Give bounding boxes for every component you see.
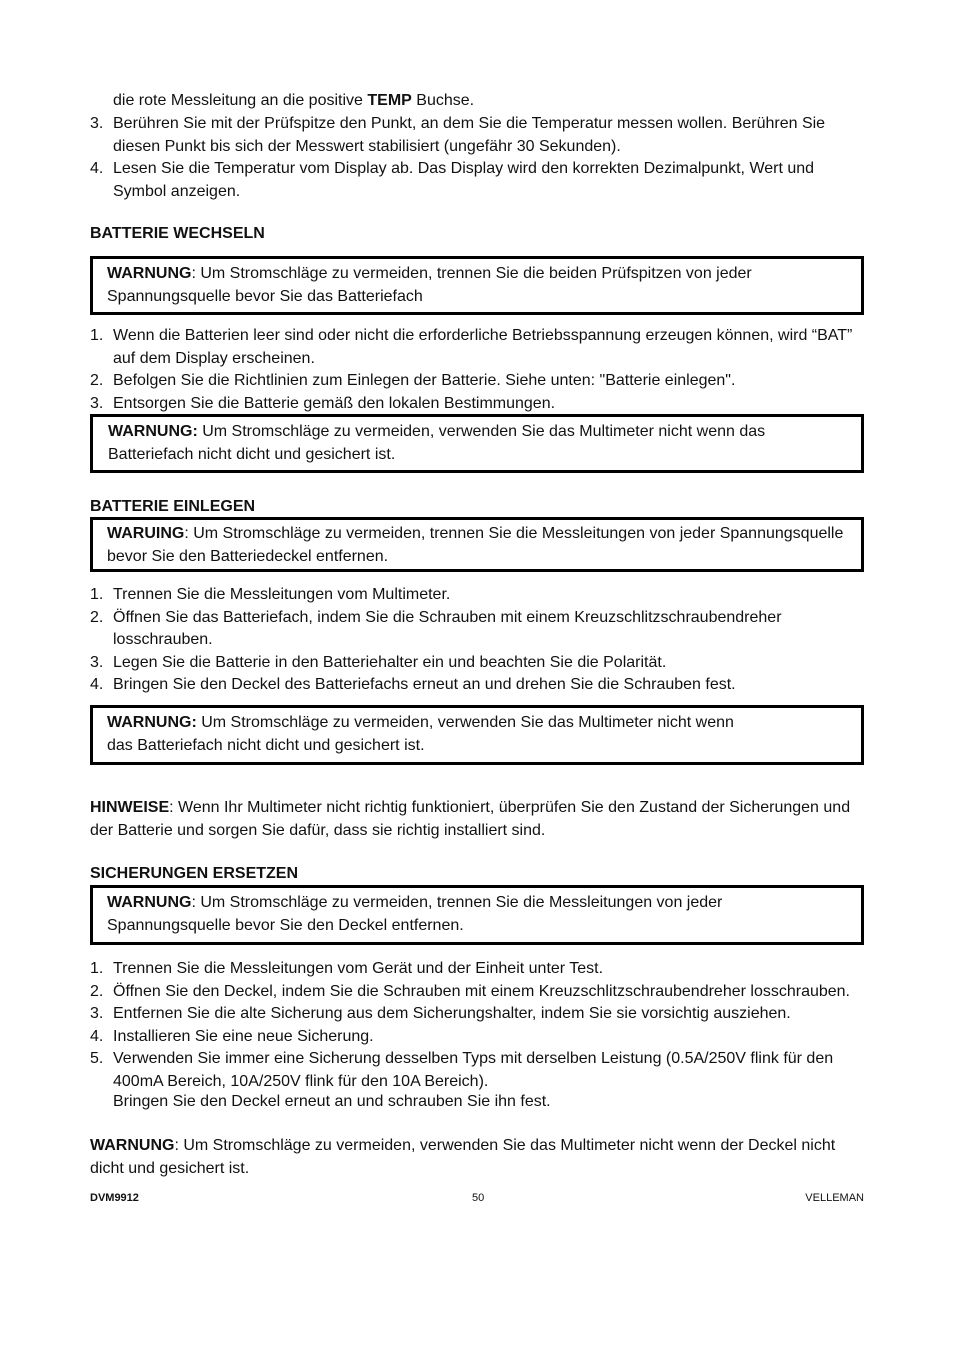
item-text: Installieren Sie eine neue Sicherung. — [113, 1027, 374, 1045]
item-text: Öffnen Sie den Deckel, indem Sie die Schrauben mit einem Kreuzschlitzschraubendreher losschrauben. — [113, 982, 850, 1000]
intro-text-pre: die rote Messleitung an die positive — [113, 92, 368, 109]
item-number: 1. — [90, 327, 104, 344]
warning-box — [90, 517, 864, 572]
battery-insert-steps — [90, 584, 864, 697]
warning-box — [90, 414, 864, 473]
item-number: 4. — [90, 1027, 104, 1045]
warning-text: : Um Stromschläge zu vermeiden, trennen Sie die Messleitungen von jeder Spannungsquelle bevor Sie den Deckel entfernen. — [107, 894, 723, 934]
item-number: 3. — [90, 115, 104, 132]
note-text: : Wenn Ihr Multimeter nicht richtig funktioniert, überprüfen Sie den Zustand der Sicherungen und der Batterie und sorgen Sie dafür, dass sie richtig installiert sind. — [90, 799, 851, 839]
warning-text: : Um Stromschläge zu vermeiden, trennen Sie die Messleitungen von jeder Spannungsquelle bevor Sie den Batteriedeckel entfernen. — [107, 525, 844, 565]
warning-label: WARNUNG — [90, 1137, 175, 1154]
warning-box — [90, 885, 864, 945]
list-item — [90, 158, 864, 203]
list-item — [90, 1026, 864, 1049]
section-heading-sicherungen-ersetzen: SICHERUNGEN ERSETZEN — [90, 865, 299, 882]
warning-label: WARNUNG: — [107, 714, 197, 731]
item-number: 2. — [90, 608, 104, 626]
fuse-replace-steps — [90, 958, 864, 1093]
item-number: 4. — [90, 160, 104, 177]
list-item — [90, 393, 864, 416]
item-text: Trennen Sie die Messleitungen vom Gerät und der Einheit unter Test. — [113, 960, 604, 977]
note-label: HINWEISE — [90, 799, 170, 816]
warning-label: WARNUNG — [107, 265, 192, 282]
item-number: 3. — [90, 1005, 104, 1022]
warning-text: Um Stromschläge zu vermeiden, verwenden Sie das Multimeter nicht wenn das Batteriefach nicht dicht und gesichert ist. — [107, 714, 734, 754]
item-text: Trennen Sie die Messleitungen vom Multimeter. — [113, 586, 451, 603]
item-number: 3. — [90, 653, 104, 671]
footer-brand: VELLEMAN — [805, 1192, 864, 1204]
item-text: Verwenden Sie immer eine Sicherung desselben Typs mit derselben Leistung (0.5A/250V flink für den 400mA Bereich, 10A/250V flink für den 10A Bereich). — [113, 1050, 834, 1090]
warning-text: : Um Stromschläge zu vermeiden, verwenden Sie das Multimeter nicht wenn der Deckel nicht dicht und gesichert ist. — [90, 1137, 836, 1177]
list-item — [90, 652, 864, 675]
item-text: Befolgen Sie die Richtlinien zum Einlegen der Batterie. Siehe unten: "Batterie einlegen". — [113, 372, 736, 389]
item-text: Bringen Sie den Deckel des Batteriefachs erneut an und drehen Sie die Schrauben fest. — [113, 676, 736, 693]
item-number: 2. — [90, 372, 104, 389]
reattach-cover-line: Bringen Sie den Deckel erneut an und schrauben Sie ihn fest. — [113, 1093, 551, 1110]
final-warning-paragraph — [90, 1135, 864, 1180]
item-number: 2. — [90, 982, 104, 1000]
temp-socket-label: TEMP — [367, 92, 412, 109]
warning-text: : Um Stromschläge zu vermeiden, trennen Sie die beiden Prüfspitzen von jeder Spannungsquelle bevor Sie das Batteriefach — [107, 265, 752, 305]
battery-change-steps — [90, 325, 864, 415]
section-heading-batterie-wechseln: BATTERIE WECHSELN — [90, 225, 265, 242]
item-text: Legen Sie die Batterie in den Batteriehalter ein und beachten Sie die Polarität. — [113, 653, 667, 671]
list-item — [90, 113, 864, 158]
footer-model: DVM9912 — [90, 1192, 139, 1204]
list-item — [90, 370, 864, 393]
warning-label: WARNUNG: — [108, 423, 198, 440]
section-heading-batterie-einlegen: BATTERIE EINLEGEN — [90, 498, 256, 515]
note-paragraph — [90, 797, 864, 842]
list-item — [90, 584, 864, 607]
warning-text: Um Stromschläge zu vermeiden, verwenden Sie das Multimeter nicht wenn das Batteriefach nicht dicht und gesichert ist. — [108, 423, 766, 463]
footer-page-number: 50 — [472, 1192, 485, 1204]
item-text: Entfernen Sie die alte Sicherung aus dem Sicherungshalter, indem Sie sie vorsichtig ausziehen. — [113, 1005, 791, 1022]
item-number: 5. — [90, 1050, 104, 1067]
warning-label: WARUING — [107, 525, 185, 542]
item-number: 1. — [90, 586, 104, 603]
list-item — [90, 607, 864, 652]
list-item — [90, 1003, 864, 1026]
item-number: 1. — [90, 960, 104, 977]
item-text: Entsorgen Sie die Batterie gemäß den lokalen Bestimmungen. — [113, 394, 556, 412]
warning-box — [90, 705, 864, 765]
intro-text-post: Buchse. — [411, 92, 475, 109]
warning-box — [90, 256, 864, 315]
item-number: 3. — [90, 394, 104, 412]
intro-steps — [90, 113, 864, 203]
list-item — [90, 674, 864, 697]
list-item — [90, 1048, 864, 1093]
item-text: Wenn die Batterien leer sind oder nicht die erforderliche Betriebsspannung erzeugen können, wird “BAT” auf dem Display erscheinen. — [113, 327, 853, 367]
item-text: Öffnen Sie das Batteriefach, indem Sie die Schrauben mit einem Kreuzschlitzschraubendreher losschrauben. — [113, 608, 782, 648]
list-item — [90, 981, 864, 1004]
list-item — [90, 325, 864, 370]
item-text: Berühren Sie mit der Prüfspitze den Punkt, an dem Sie die Temperatur messen wollen. Berühren Sie diesen Punkt bis sich der Messwert stabilisiert (ungefähr 30 Sekunden). — [113, 115, 826, 155]
list-item — [90, 958, 864, 981]
item-number: 4. — [90, 676, 104, 693]
intro-continuation — [113, 90, 863, 113]
warning-label: WARNUNG — [107, 894, 192, 911]
item-text: Lesen Sie die Temperatur vom Display ab. Das Display wird den korrekten Dezimalpunkt, Wert und Symbol anzeigen. — [113, 160, 815, 200]
